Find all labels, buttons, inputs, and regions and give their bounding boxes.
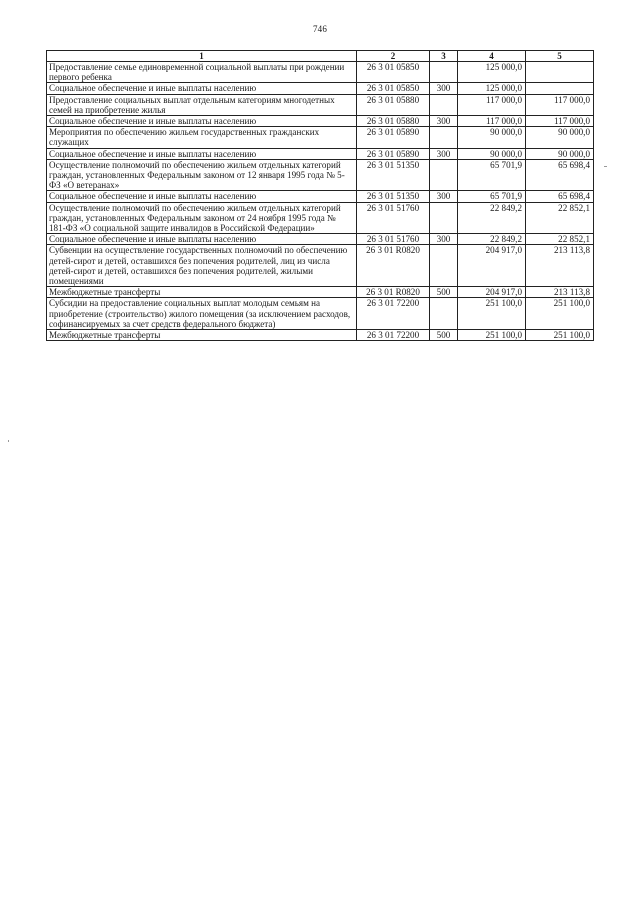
scan-mark-right (604, 166, 607, 167)
row-value-col5: 213 113,8 (526, 245, 594, 287)
row-value-col5 (526, 83, 594, 94)
row-code: 26 3 01 51760 (357, 202, 430, 234)
row-code: 26 3 01 05850 (357, 62, 430, 83)
row-value-col5: 22 852,1 (526, 202, 594, 234)
table-row (47, 159, 594, 191)
row-name: Субвенции на осуществление государственных полномочий по обеспечению детей-сирот и детей, оставшихся без попечения родителей, лиц из числа детей-сирот и детей, оставшихся без попечения родителей, жилыми помещениями (47, 245, 357, 287)
row-value-col5: 117 000,0 (526, 116, 594, 127)
column-header-2: 2 (357, 51, 430, 62)
row-code: 26 3 01 05880 (357, 116, 430, 127)
table-row (47, 116, 594, 127)
row-value-col5: 65 698,4 (526, 191, 594, 202)
row-expense-type: 500 (430, 330, 458, 341)
row-code: 26 3 01 05890 (357, 148, 430, 159)
row-name: Социальное обеспечение и иные выплаты населению (47, 234, 357, 245)
row-expense-type (430, 94, 458, 115)
row-name: Осуществление полномочий по обеспечению жильем отдельных категорий граждан, установленных Федеральным законом от 24 ноября 1995 года № 181-ФЗ «О социальной защите инвалидов в Российской Федерации» (47, 202, 357, 234)
table-row (47, 245, 594, 287)
row-name: Предоставление социальных выплат отдельным категориям многодетных семей на приобретение жилья (47, 94, 357, 115)
row-expense-type (430, 62, 458, 83)
row-expense-type (430, 159, 458, 191)
row-value-col4: 125 000,0 (458, 83, 526, 94)
row-expense-type (430, 298, 458, 330)
table-row (47, 330, 594, 341)
row-value-col4: 117 000,0 (458, 116, 526, 127)
table-body (47, 62, 594, 341)
row-code: 26 3 01 51350 (357, 191, 430, 202)
row-name: Социальное обеспечение и иные выплаты населению (47, 116, 357, 127)
row-code: 26 3 01 R0820 (357, 245, 430, 287)
row-expense-type: 300 (430, 191, 458, 202)
row-code: 26 3 01 05890 (357, 127, 430, 148)
table-row (47, 148, 594, 159)
column-header-3: 3 (430, 51, 458, 62)
row-expense-type: 300 (430, 83, 458, 94)
row-name: Осуществление полномочий по обеспечению жильем отдельных категорий граждан, установленных Федеральным законом от 12 января 1995 года № 5-ФЗ «О ветеранах» (47, 159, 357, 191)
row-expense-type (430, 245, 458, 287)
row-name: Межбюджетные трансферты (47, 287, 357, 298)
table-row (47, 191, 594, 202)
row-value-col4: 204 917,0 (458, 245, 526, 287)
table-row (47, 202, 594, 234)
budget-table (46, 50, 594, 341)
row-value-col4: 90 000,0 (458, 148, 526, 159)
row-code: 26 3 01 72200 (357, 298, 430, 330)
row-name: Социальное обеспечение и иные выплаты населению (47, 191, 357, 202)
row-value-col4: 65 701,9 (458, 191, 526, 202)
table-row (47, 298, 594, 330)
row-code: 26 3 01 05880 (357, 94, 430, 115)
row-value-col5: 90 000,0 (526, 148, 594, 159)
row-expense-type (430, 127, 458, 148)
row-value-col4: 125 000,0 (458, 62, 526, 83)
row-name: Социальное обеспечение и иные выплаты населению (47, 83, 357, 94)
row-code: 26 3 01 R0820 (357, 287, 430, 298)
row-expense-type: 500 (430, 287, 458, 298)
row-value-col5: 22 852,1 (526, 234, 594, 245)
row-value-col5 (526, 62, 594, 83)
table-header (47, 51, 594, 62)
page-number: 746 (312, 24, 328, 34)
row-code: 26 3 01 51760 (357, 234, 430, 245)
table-row (47, 234, 594, 245)
table-row (47, 94, 594, 115)
column-header-5: 5 (526, 51, 594, 62)
row-value-col5: 117 000,0 (526, 94, 594, 115)
row-value-col5: 251 100,0 (526, 330, 594, 341)
row-expense-type: 300 (430, 234, 458, 245)
row-value-col4: 117 000,0 (458, 94, 526, 115)
scan-mark (8, 440, 9, 442)
row-value-col4: 204 917,0 (458, 287, 526, 298)
table-row (47, 287, 594, 298)
column-header-4: 4 (458, 51, 526, 62)
row-name: Межбюджетные трансферты (47, 330, 357, 341)
table-row (47, 62, 594, 83)
row-code: 26 3 01 05850 (357, 83, 430, 94)
header-row (47, 51, 594, 62)
row-expense-type: 300 (430, 148, 458, 159)
row-name: Субсидии на предоставление социальных выплат молодым семьям на приобретение (строительство) жилого помещения (за исключением расходов, софинансируемых за счет средств федерального бюджета) (47, 298, 357, 330)
row-name: Мероприятия по обеспечению жильем государственных гражданских служащих (47, 127, 357, 148)
row-value-col4: 90 000,0 (458, 127, 526, 148)
row-value-col5: 90 000,0 (526, 127, 594, 148)
row-value-col4: 251 100,0 (458, 330, 526, 341)
row-value-col4: 22 849,2 (458, 234, 526, 245)
row-expense-type (430, 202, 458, 234)
table-row (47, 83, 594, 94)
row-value-col5: 213 113,8 (526, 287, 594, 298)
row-value-col4: 251 100,0 (458, 298, 526, 330)
row-name: Предоставление семье единовременной социальной выплаты при рождении первого ребенка (47, 62, 357, 83)
row-code: 26 3 01 72200 (357, 330, 430, 341)
table-row (47, 127, 594, 148)
row-value-col5: 65 698,4 (526, 159, 594, 191)
row-value-col5: 251 100,0 (526, 298, 594, 330)
row-expense-type: 300 (430, 116, 458, 127)
row-value-col4: 65 701,9 (458, 159, 526, 191)
row-code: 26 3 01 51350 (357, 159, 430, 191)
row-value-col4: 22 849,2 (458, 202, 526, 234)
column-header-1: 1 (47, 51, 357, 62)
row-name: Социальное обеспечение и иные выплаты населению (47, 148, 357, 159)
